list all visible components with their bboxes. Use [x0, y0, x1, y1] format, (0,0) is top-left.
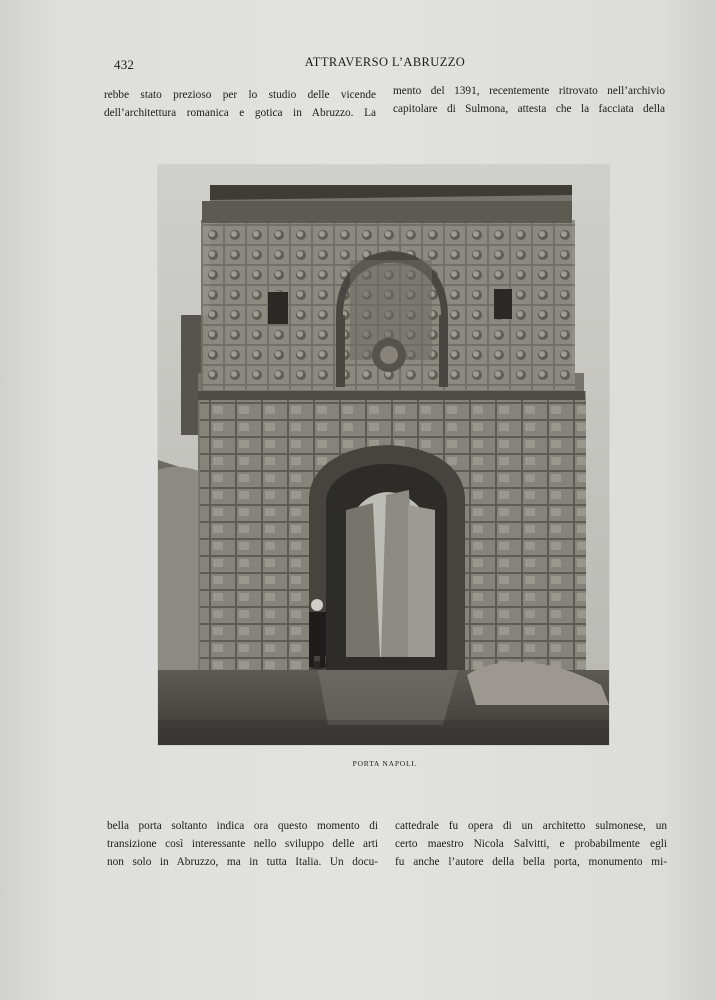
- porta-napoli-photograph: [158, 165, 609, 745]
- text-line: non solo in Abruzzo, ma in tutta Italia. Un docu-: [107, 856, 378, 868]
- text-line: transizione così interessante nello sviluppo delle arti: [107, 838, 378, 850]
- text-line: fu anche l’autore della bella porta, monumento mi-: [395, 856, 667, 868]
- bottom-left-column: [107, 817, 378, 871]
- bottom-right-column: [395, 817, 667, 871]
- text-line: mento del 1391, recentemente ritrovato nell’archivio: [393, 85, 665, 97]
- running-title: ATTRAVERSO L’ABRUZZO: [304, 55, 466, 69]
- text-line: cattedrale fu opera di un architetto sulmonese, un: [395, 820, 667, 832]
- text-line: certo maestro Nicola Salvitti, e probabilmente egli: [395, 838, 667, 850]
- text-line: capitolare di Sulmona, attesta che la facciata della: [393, 103, 665, 115]
- text-line: dell’architettura romanica e gotica in Abruzzo. La: [104, 107, 376, 119]
- page-number: 432: [114, 57, 135, 72]
- text-line: rebbe stato prezioso per lo studio delle vicende: [104, 89, 376, 101]
- top-left-column: [104, 86, 376, 122]
- top-right-column: [393, 82, 665, 118]
- text-line: bella porta soltanto indica ora questo momento di: [107, 820, 378, 832]
- photo-illustration: [158, 165, 609, 745]
- figure-caption: PORTA NAPOLI.: [352, 759, 418, 768]
